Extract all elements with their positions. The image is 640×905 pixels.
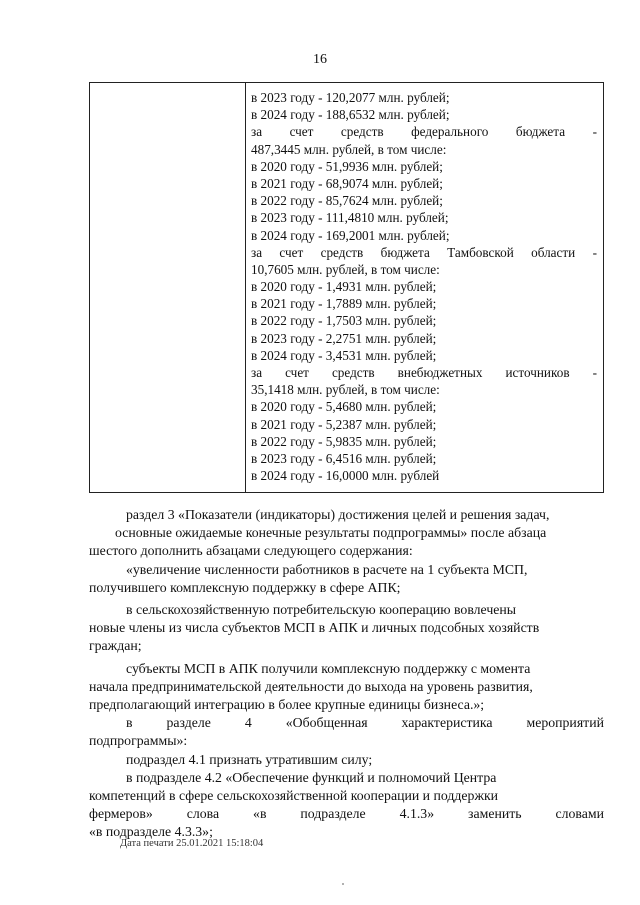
regional-heading: за счет средств бюджета Тамбовской области - <box>251 244 597 260</box>
regional-year-line: в 2023 году - 2,2751 млн. рублей; <box>251 330 437 346</box>
paragraph-section-4: в разделе 4 «Обобщенная характеристика мероприятий подпрограммы»: <box>89 715 604 749</box>
federal-heading: за счет средств федерального бюджета - <box>251 124 597 140</box>
page-number: 16 <box>313 52 327 67</box>
extra-budget-heading: за счет средств внебюджетных источников - <box>251 365 597 380</box>
paragraph-cooperation: в сельскохозяйственную потребительскую кооперацию вовлечены новые члены из числа субъектов МСП в АПК и личных подсобных хозяйств граждан; <box>89 602 540 654</box>
extra-budget-year-line: в 2022 году - 5,9835 млн. рублей; <box>251 433 437 449</box>
funding-table <box>89 82 604 493</box>
paragraph-support: субъекты МСП в АПК получили комплексную поддержку с момента начала предпринимательской деятельности до выхода на уровень развития, предполагающий интеграцию в более крупные единицы бизнеса.»; <box>89 660 533 713</box>
amendment-text <box>89 506 604 842</box>
regional-total: 10,7605 млн. рублей, в том числе: <box>251 261 440 277</box>
federal-year-line: в 2022 году - 85,7624 млн. рублей; <box>251 193 443 209</box>
paragraph-employees: «увеличение численности работников в расчете на 1 субъекта МСП, получившего комплексную поддержку в сфере АПК; <box>89 561 528 595</box>
regional-year-line: в 2022 году - 1,7503 млн. рублей; <box>251 313 437 329</box>
paragraph-subsection-4-1: подраздел 4.1 признать утратившим силу; <box>126 751 373 767</box>
federal-year-line: в 2020 году - 51,9936 млн. рублей; <box>251 158 443 174</box>
extra-budget-total: 35,1418 млн. рублей, в том числе: <box>251 382 440 398</box>
paragraph-subsection-4-2: в подразделе 4.2 «Обеспечение функций и полномочий Центра компетенций в сфере сельскохозяйственной кооперации и поддержки фермеров» слова «в подразделе 4.1.3» заменить словами «в подразделе 4.3.3»; <box>89 769 604 840</box>
funding-line: в 2024 году - 188,6532 млн. рублей; <box>251 107 450 123</box>
table-left-column <box>90 83 246 492</box>
regional-year-line: в 2024 году - 3,4531 млн. рублей; <box>251 347 437 363</box>
federal-total: 487,3445 млн. рублей, в том числе: <box>251 141 447 157</box>
funding-line: в 2023 году - 120,2077 млн. рублей; <box>251 90 450 105</box>
print-date: Дата печати 25.01.2021 15:18:04 <box>120 838 264 849</box>
federal-year-line: в 2023 году - 111,4810 млн. рублей; <box>251 210 449 226</box>
federal-year-line: в 2021 году - 68,9074 млн. рублей; <box>251 175 443 191</box>
paragraph-section-3: раздел 3 «Показатели (индикаторы) достижения целей и решения задач, основные ожидаемые конечные результаты подпрограммы» после абзаца шестого дополнить абзацами следующего содержания: <box>89 507 550 559</box>
speck <box>342 883 344 885</box>
federal-year-line: в 2024 году - 169,2001 млн. рублей; <box>251 227 450 243</box>
extra-budget-year-line: в 2023 году - 6,4516 млн. рублей; <box>251 450 437 466</box>
table-right-column <box>246 83 603 492</box>
regional-year-line: в 2021 году - 1,7889 млн. рублей; <box>251 296 437 312</box>
extra-budget-year-line: в 2021 году - 5,2387 млн. рублей; <box>251 416 437 432</box>
regional-year-line: в 2020 году - 1,4931 млн. рублей; <box>251 279 437 295</box>
extra-budget-year-line: в 2024 году - 16,0000 млн. рублей <box>251 468 440 484</box>
extra-budget-year-line: в 2020 году - 5,4680 млн. рублей; <box>251 399 437 415</box>
